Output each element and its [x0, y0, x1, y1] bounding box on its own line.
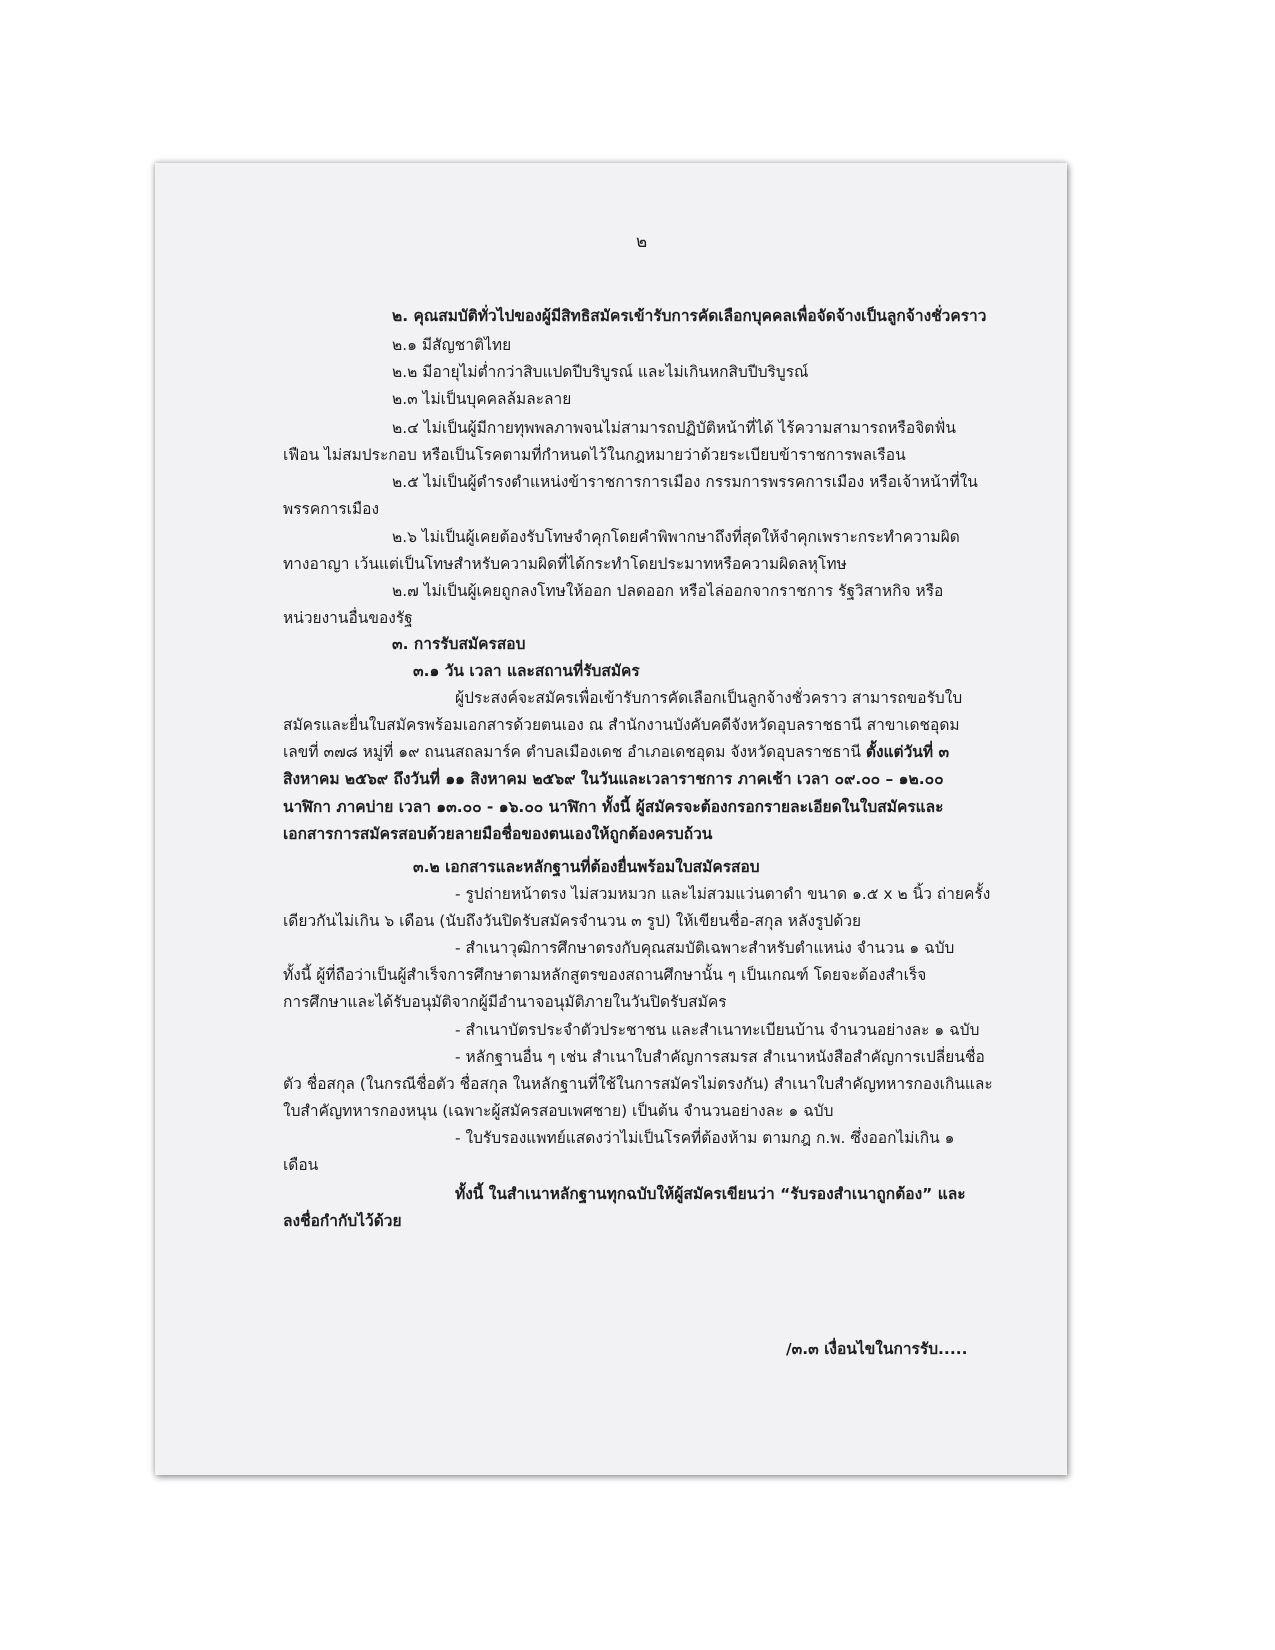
- section-3-1-para-line-2: สมัครและยื่นใบสมัครพร้อมเอกสารด้วยตนเอง ณ สำนักงานบังคับคดีจังหวัดอุบลราชธานี สาขาเดชอุดม: [283, 716, 960, 734]
- item-2-2: ๒.๒ มีอายุไม่ต่ำกว่าสิบแปดปีบริบูรณ์ และไม่เกินหกสิบปีบริบูรณ์: [392, 363, 809, 381]
- section-3-1-para-line-1: ผู้ประสงค์จะสมัครเพื่อเข้ารับการคัดเลือกเป็นลูกจ้างชั่วคราว สามารถขอรับใบ: [455, 689, 963, 707]
- section-3-1-heading: ๓.๑ วัน เวลา และสถานที่รับสมัคร: [413, 662, 640, 680]
- section-3-2-heading: ๓.๒ เอกสารและหลักฐานที่ต้องยื่นพร้อมใบสมัครสอบ: [413, 858, 760, 876]
- doc-4-line-3: ใบสำคัญทหารกองหนุน (เฉพาะผู้สมัครสอบเพศชาย) เป็นต้น จำนวนอย่างละ ๑ ฉบับ: [283, 1102, 834, 1120]
- item-2-6-line-2: ทางอาญา เว้นแต่เป็นโทษสำหรับความผิดที่ได้กระทำโดยประมาทหรือความผิดลหุโทษ: [283, 555, 847, 573]
- doc-5-line-1: - ใบรับรองแพทย์แสดงว่าไม่เป็นโรคที่ต้องห้าม ตามกฎ ก.พ. ซึ่งออกไม่เกิน ๑: [455, 1129, 955, 1147]
- doc-1-line-1: - รูปถ่ายหน้าตรง ไม่สวมหมวก และไม่สวมแว่นตาดำ ขนาด ๑.๕ x ๒ นิ้ว ถ่ายครั้ง: [455, 885, 991, 903]
- item-2-6-line-1: ๒.๖ ไม่เป็นผู้เคยต้องรับโทษจำคุกโดยคำพิพากษาถึงที่สุดให้จำคุกเพราะกระทำความผิด: [392, 528, 960, 546]
- address-text: เลขที่ ๓๗๘ หมู่ที่ ๑๙ ถนนสถลมาร์ค ตำบลเมืองเดช อำเภอเดชอุดม จังหวัดอุบลราชธานี: [283, 743, 866, 761]
- start-date-text: ตั้งแต่วันที่ ๓: [865, 743, 950, 761]
- section-3-1-para-line-5: นาฬิกา ภาคบ่าย เวลา ๑๓.๐๐ - ๑๖.๐๐ นาฬิกา ทั้งนี้ ผู้สมัครจะต้องกรอกรายละเอียดในใบสมัครและ: [283, 798, 944, 816]
- doc-2-line-2: ทั้งนี้ ผู้ที่ถือว่าเป็นผู้สำเร็จการศึกษาตามหลักสูตรของสถานศึกษานั้น ๆ เป็นเกณฑ์ โดยจะต้องสำเร็จ: [283, 966, 927, 984]
- item-2-7-line-2: หน่วยงานอื่นของรัฐ: [283, 609, 413, 627]
- item-2-5-line-1: ๒.๕ ไม่เป็นผู้ดำรงตำแหน่งข้าราชการการเมือง กรรมการพรรคการเมือง หรือเจ้าหน้าที่ใน: [392, 473, 978, 491]
- section-3-1-para-line-4: สิงหาคม ๒๕๖๙ ถึงวันที่ ๑๑ สิงหาคม ๒๕๖๙ ในวันและเวลาราชการ ภาคเช้า เวลา ๐๙.๐๐ – ๑๒.๐๐: [283, 770, 944, 788]
- section-2-heading: ๒. คุณสมบัติทั่วไปของผู้มีสิทธิสมัครเข้ารับการคัดเลือกบุคคลเพื่อจัดจ้างเป็นลูกจ้างชั่วคราว: [392, 307, 987, 325]
- doc-1-line-2: เดียวกันไม่เกิน ๖ เดือน (นับถึงวันปิดรับสมัครจำนวน ๓ รูป) ให้เขียนชื่อ-สกุล หลังรูปด้วย: [283, 912, 862, 930]
- doc-4-line-1: - หลักฐานอื่น ๆ เช่น สำเนาใบสำคัญการสมรส สำเนาหนังสือสำคัญการเปลี่ยนชื่อ: [455, 1048, 985, 1066]
- doc-5-line-2: เดือน: [283, 1156, 319, 1174]
- doc-2-line-1: - สำเนาวุฒิการศึกษาตรงกับคุณสมบัติเฉพาะสำหรับตำแหน่ง จำนวน ๑ ฉบับ: [455, 939, 955, 957]
- doc-3-line-1: - สำเนาบัตรประจำตัวประชาชน และสำเนาทะเบียนบ้าน จำนวนอย่างละ ๑ ฉบับ: [455, 1021, 980, 1039]
- section-3-1-para-line-6: เอกสารการสมัครสอบด้วยลายมือชื่อของตนเองให้ถูกต้องครบถ้วน: [283, 825, 713, 843]
- item-2-4-line-2: เฟือน ไม่สมประกอบ หรือเป็นโรคตามที่กำหนดไว้ในกฎหมายว่าด้วยระเบียบข้าราชการพลเรือน: [283, 446, 906, 464]
- scanned-page: [155, 163, 1067, 1475]
- item-2-7-line-1: ๒.๗ ไม่เป็นผู้เคยถูกลงโทษให้ออก ปลดออก หรือไล่ออกจากราชการ รัฐวิสาหกิจ หรือ: [392, 582, 944, 600]
- section-3-1-para-line-3: [283, 742, 949, 762]
- item-2-5-line-2: พรรคการเมือง: [283, 500, 380, 518]
- item-2-3: ๒.๓ ไม่เป็นบุคคลล้มละลาย: [392, 390, 572, 408]
- certify-note-line-1: ทั้งนี้ ในสำเนาหลักฐานทุกฉบับให้ผู้สมัครเขียนว่า “รับรองสำเนาถูกต้อง” และ: [455, 1185, 966, 1203]
- item-2-1: ๒.๑ มีสัญชาติไทย: [392, 336, 512, 354]
- continuation-note: /๓.๓ เงื่อนไขในการรับ.....: [786, 1340, 968, 1358]
- page-number: ๒: [636, 232, 648, 252]
- item-2-4-line-1: ๒.๔ ไม่เป็นผู้มีกายทุพพลภาพจนไม่สามารถปฏิบัติหน้าที่ได้ ไร้ความสามารถหรือจิตฟั่น: [392, 419, 956, 437]
- doc-4-line-2: ตัว ชื่อสกุล (ในกรณีชื่อตัว ชื่อสกุล ในหลักฐานที่ใช้ในการสมัครไม่ตรงกัน) สำเนาใบสำคัญทหารกองเกินและ: [283, 1075, 993, 1093]
- doc-2-line-3: การศึกษาและได้รับอนุมัติจากผู้มีอำนาจอนุมัติภายในวันปิดรับสมัคร: [283, 993, 727, 1011]
- section-3-heading: ๓. การรับสมัครสอบ: [392, 635, 526, 653]
- certify-note-line-2: ลงชื่อกำกับไว้ด้วย: [283, 1212, 402, 1230]
